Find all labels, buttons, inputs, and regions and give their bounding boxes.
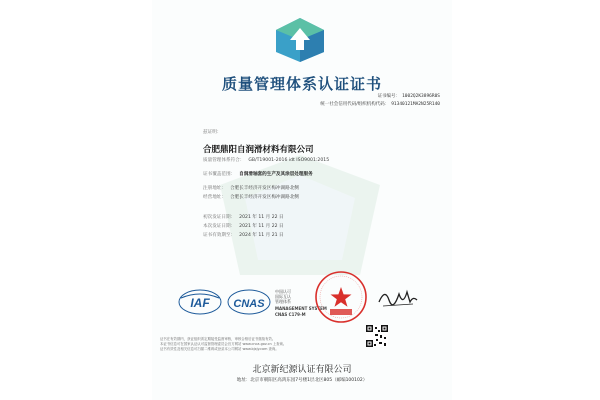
cnas-text: CNAS	[233, 298, 265, 310]
standard-row: 质量管理体系符合： GB/T19001-2016 idt ISO9001:2015	[203, 158, 330, 163]
hereby-label: 兹证明：	[203, 130, 222, 135]
cnas-line-5: CNAS C179-M	[275, 312, 306, 317]
fine-print-1: 证书在有效期内，获证组织须定期接受监督审核，审核合格后证书继续有效。	[160, 337, 276, 341]
certificate-title: 质量管理体系认证证书	[221, 75, 382, 93]
registered-address-row: 注册地址： 合肥长丰经济开发区梅冲湖路北侧	[203, 186, 299, 191]
fine-print-3: 证书有效性及相关信息可扫描二维码或登录本公司网站 www.bjxjy.com 查询。	[160, 347, 279, 351]
cnas-line-2: 国际互认	[275, 294, 291, 299]
iaf-mark	[178, 288, 222, 316]
expiry-date-row: 证书有效期至： 2024 年 11 月 21 日	[203, 233, 284, 238]
cnas-line-1: 中国认可	[275, 289, 291, 294]
scope-row: 证书覆盖范围： 自润滑轴套的生产及其涂层处理服务	[203, 172, 313, 177]
credit-code: 统一社会信用代码/组织机构代码： 91340121MA2N25R140	[320, 102, 440, 107]
cnas-line-4: MANAGEMENT SYSTEM	[275, 306, 327, 311]
cnas-line-3: 管理体系	[275, 299, 291, 304]
certificate-number: 证书编号： 1002Q2K3896R0S	[377, 94, 440, 99]
iaf-text: IAF	[190, 296, 210, 310]
fine-print-2: 本证书信息可在国家认证认可监督管理委员会官方网站 www.cnca.gov.cn 上查询。	[160, 342, 287, 346]
issuer-address: 地址：北京市朝阳区高鸿东园7号楼1层北区805（邮编100102）	[236, 378, 368, 383]
qr-code	[366, 325, 388, 347]
issuer-name: 北京新纪源认证有限公司	[252, 365, 352, 375]
company-seal	[314, 270, 368, 324]
first-issue-date-row: 初次发证日期： 2021 年 11 月 22 日	[203, 215, 284, 220]
operating-address-row: 经营地址： 合肥长丰经济开发区梅冲湖路北侧	[203, 195, 299, 200]
certification-logo	[272, 16, 328, 64]
company-name: 合肥鼎阳自润滑材料有限公司	[203, 145, 314, 155]
cnas-mark	[227, 288, 271, 316]
signature	[377, 284, 419, 310]
issue-date-row: 本次发证日期： 2021 年 11 月 22 日	[203, 224, 284, 229]
